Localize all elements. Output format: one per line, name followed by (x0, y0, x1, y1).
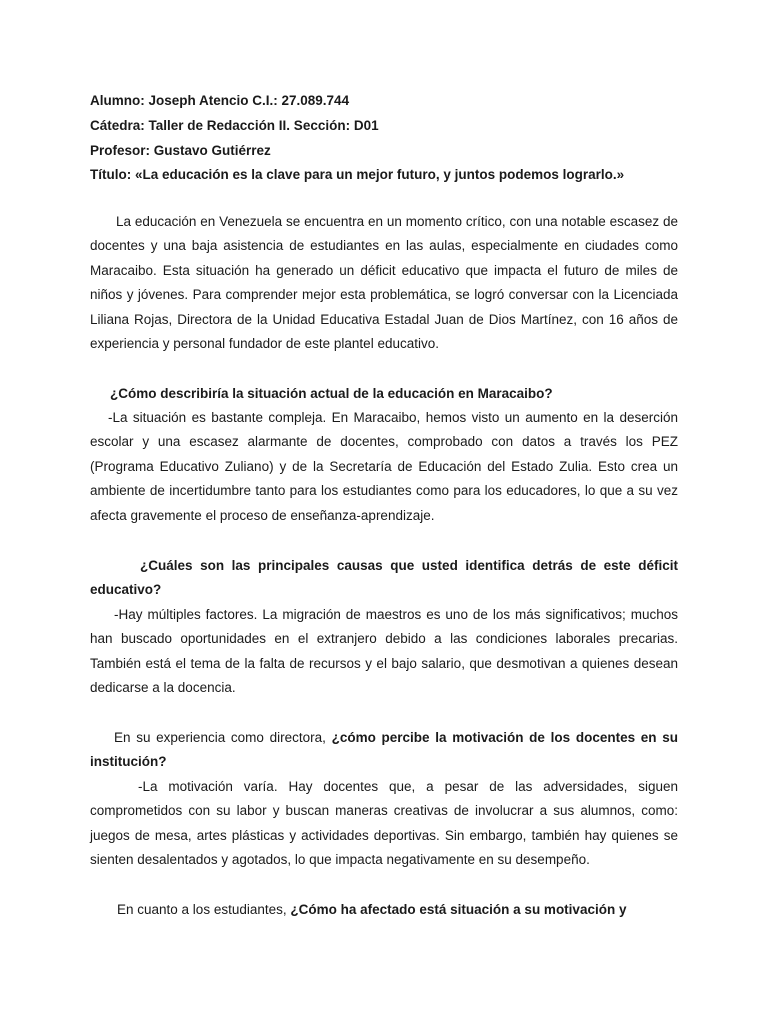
question-4-paragraph (90, 898, 678, 922)
intro-paragraph: La educación en Venezuela se encuentra en un momento crítico, con una notable escasez de docentes y una baja asistencia de estudiantes en las aulas, especialmente en ciudades como Maracaibo. Esta situación ha generado un déficit educativo que impacta el futuro de miles de niños y jóvenes. Para comprender mejor esta problemática, se logró conversar con la Licenciada Liliana Rojas, Directora de la Unidad Educativa Estadal Juan de Dios Martínez, con 16 años de experiencia y personal fundador de este plantel educativo. (90, 214, 678, 352)
question-3: ¿cómo percibe la motivación de los docentes en su institución? (90, 730, 678, 770)
answer-2: -Hay múltiples factores. La migración de maestros es uno de los más significativos; muchos han buscado oportunidades en el extranjero debido a las condiciones laborales precarias. También está el tema de la falta de recursos y el bajo salario, que desmotivan a quienes desean dedicarse a la docencia. (90, 607, 678, 696)
title-label: Título: (90, 167, 132, 182)
answer-3: -La motivación varía. Hay docentes que, a pesar de las adversidades, siguen comprometidos con su labor y buscan maneras creativas de involucrar a sus alumnos, como: juegos de mesa, artes plásticas y actividades deportivas. Sin embargo, también hay quienes se sienten desalentados y agotados, lo que impacta negativamente en su desempeño. (90, 779, 678, 868)
title-line (90, 166, 624, 184)
course-line: Cátedra: Taller de Redacción II. Sección: D01 (90, 118, 379, 133)
question-4-lead: En cuanto a los estudiantes, (117, 902, 291, 917)
question-2: ¿Cuáles son las principales causas que usted identifica detrás de este déficit educativo? (90, 558, 678, 598)
question-3-lead: En su experiencia como directora, (114, 730, 332, 745)
student-line: Alumno: Joseph Atencio C.I.: 27.089.744 (90, 93, 350, 108)
question-1: ¿Cómo describiría la situación actual de la educación en Maracaibo? (110, 386, 553, 401)
question-3-paragraph (90, 726, 678, 775)
question-4: ¿Cómo ha afectado está situación a su motivación y (290, 902, 627, 917)
professor-line: Profesor: Gustavo Gutiérrez (90, 143, 271, 158)
essay-title: «La educación es la clave para un mejor futuro, y juntos podemos lograrlo.» (131, 167, 625, 182)
answer-1: -La situación es bastante compleja. En Maracaibo, hemos visto un aumento en la deserción escolar y una escasez alarmante de docentes, comprobado con datos a través los PEZ (Programa Educativo Zuliano) y de la Secretaría de Educación del Estado Zulia. Esto crea un ambiente de incertidumbre tanto para los estudiantes como para los educadores, lo que a su vez afecta gravemente el proceso de enseñanza-aprendizaje. (90, 410, 678, 523)
